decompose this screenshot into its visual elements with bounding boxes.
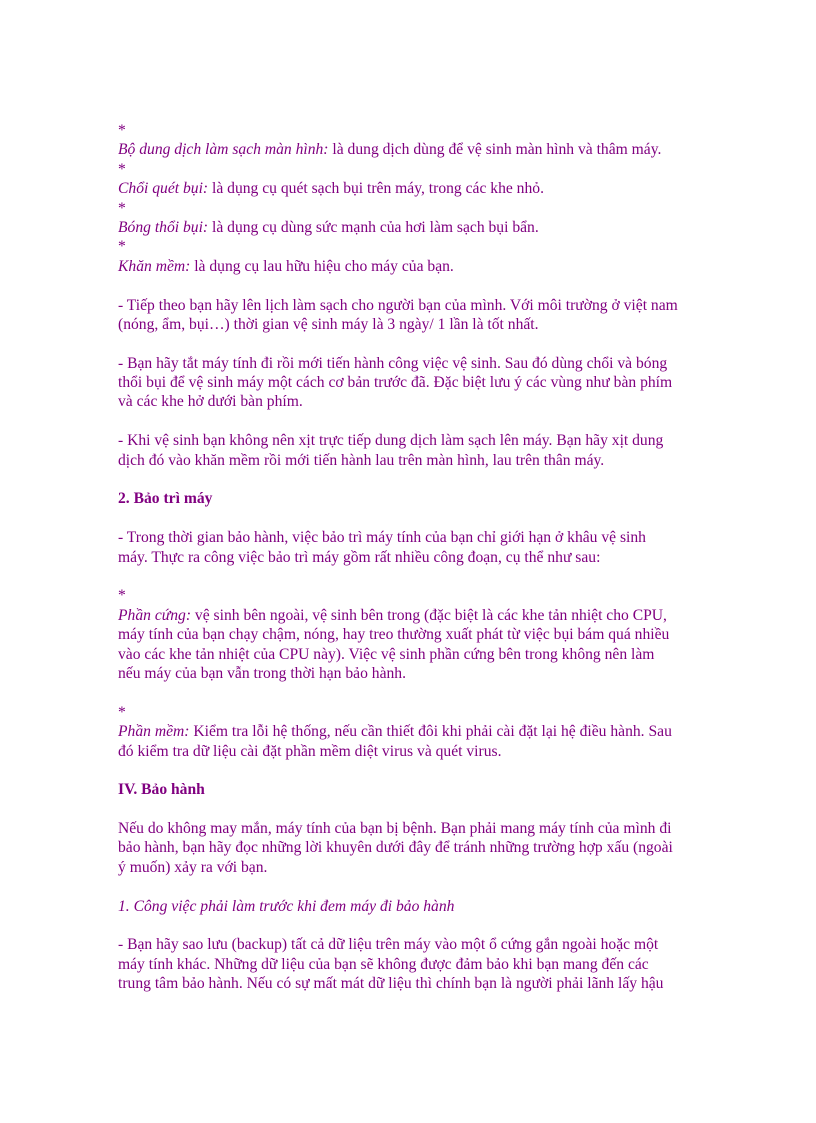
paragraph-line: vào các khe tản nhiệt của CPU này). Việc vệ sinh phần cứng bên trong không nên làm <box>118 645 655 663</box>
tool-item-soft-cloth <box>118 257 718 276</box>
tool-term: Chổi quét bụi: <box>118 180 209 198</box>
tool-desc: là dụng cụ quét sạch bụi trên máy, trong các khe nhỏ. <box>208 180 544 198</box>
paragraph-line: nếu máy của bạn vẫn trong thời hạn bảo hành. <box>118 664 406 682</box>
section-heading-maintenance: 2. Bảo trì máy <box>118 490 213 508</box>
hardware-item: Phần cứng: vệ sinh bên ngoài, vệ sinh bên trong (đặc biệt là các khe tản nhiệt cho CPU, <box>118 606 667 624</box>
paragraph-line: máy tính của bạn chạy chậm, nóng, hay treo thường xuất phát từ việc bụi bám quá nhiều <box>118 626 670 644</box>
software-item: Phần mềm: Kiểm tra lỗi hệ thống, nếu cần thiết đôi khi phải cài đặt lại hệ điều hành. Sau <box>118 723 672 741</box>
paragraph-line: - Bạn hãy tắt máy tính đi rồi mới tiến hành công việc vệ sinh. Sau đó dùng chổi và bóng <box>118 354 668 372</box>
bullet-star: * <box>118 199 126 217</box>
tool-term: Bộ dung dịch làm sạch màn hình: <box>118 141 329 159</box>
section-heading-warranty: IV. Bảo hành <box>118 781 205 799</box>
paragraph-line: - Khi vệ sinh bạn không nên xịt trực tiếp dung dịch làm sạch lên máy. Bạn hãy xịt dung <box>118 432 664 450</box>
bullet-star: * <box>118 587 126 605</box>
tool-item-screen-cleaner <box>118 140 718 159</box>
paragraph-line: - Bạn hãy sao lưu (backup) tất cả dữ liệu trên máy vào một ổ cứng gắn ngoài hoặc một <box>118 936 659 954</box>
paragraph-line: - Trong thời gian bảo hành, việc bảo trì máy tính của bạn chỉ giới hạn ở khâu vệ sinh <box>118 529 646 547</box>
paragraph-line: dịch đó vào khăn mềm rồi mới tiến hành lau trên màn hình, lau trên thân máy. <box>118 451 605 469</box>
tool-item-blower <box>118 218 718 237</box>
paragraph-line: bảo hành, bạn hãy đọc những lời khuyên dưới đây để tránh những trường hợp xấu (ngoài <box>118 839 673 857</box>
subheading: 1. Công việc phải làm trước khi đem máy đi bảo hành <box>118 897 455 915</box>
paragraph-line: máy. Thực ra công việc bảo trì máy gồm rất nhiều công đoạn, cụ thể như sau: <box>118 548 601 566</box>
paragraph-line: thổi bụi để vệ sinh máy một cách cơ bản trước đã. Đặc biệt lưu ý các vùng như bàn phím <box>118 374 673 392</box>
hardware-term: Phần cứng: <box>118 606 192 624</box>
tool-desc: là dung dịch dùng để vệ sinh màn hình và thâm máy. <box>328 141 662 159</box>
document-content <box>118 121 718 994</box>
tool-desc: là dụng cụ lau hữu hiệu cho máy của bạn. <box>190 257 454 275</box>
bullet-star: * <box>118 703 126 721</box>
paragraph-line: ý muốn) xảy ra với bạn. <box>118 858 268 876</box>
paragraph-line: Nếu do không may mắn, máy tính của bạn bị bệnh. Bạn phải mang máy tính của mình đi <box>118 820 672 838</box>
tool-desc: là dụng cụ dùng sức mạnh của hơi làm sạch bụi bẩn. <box>208 218 539 236</box>
tool-item-brush <box>118 179 718 198</box>
tool-term: Khăn mềm: <box>118 257 191 275</box>
bullet-star: * <box>118 160 126 178</box>
software-term: Phần mềm: <box>118 723 190 741</box>
paragraph-line: đó kiểm tra dữ liệu cài đặt phần mềm diệt virus và quét virus. <box>118 742 502 760</box>
paragraph-line: - Tiếp theo bạn hãy lên lịch làm sạch cho người bạn của mình. Với môi trường ở việt nam <box>118 296 678 314</box>
tool-term: Bóng thổi bụi: <box>118 218 209 236</box>
paragraph-line: và các khe hở dưới bàn phím. <box>118 393 303 411</box>
bullet-star: * <box>118 122 126 139</box>
paragraph-line: (nóng, ẩm, bụi…) thời gian vệ sinh máy là 3 ngày/ 1 lần là tốt nhất. <box>118 315 539 333</box>
paragraph-line: trung tâm bảo hành. Nếu có sự mất mát dữ liệu thì chính bạn là người phải lãnh lấy hậu <box>118 975 664 993</box>
bullet-star: * <box>118 238 126 256</box>
paragraph-line: máy tính khác. Những dữ liệu của bạn sẽ không được đảm bảo khi bạn mang đến các <box>118 955 649 973</box>
